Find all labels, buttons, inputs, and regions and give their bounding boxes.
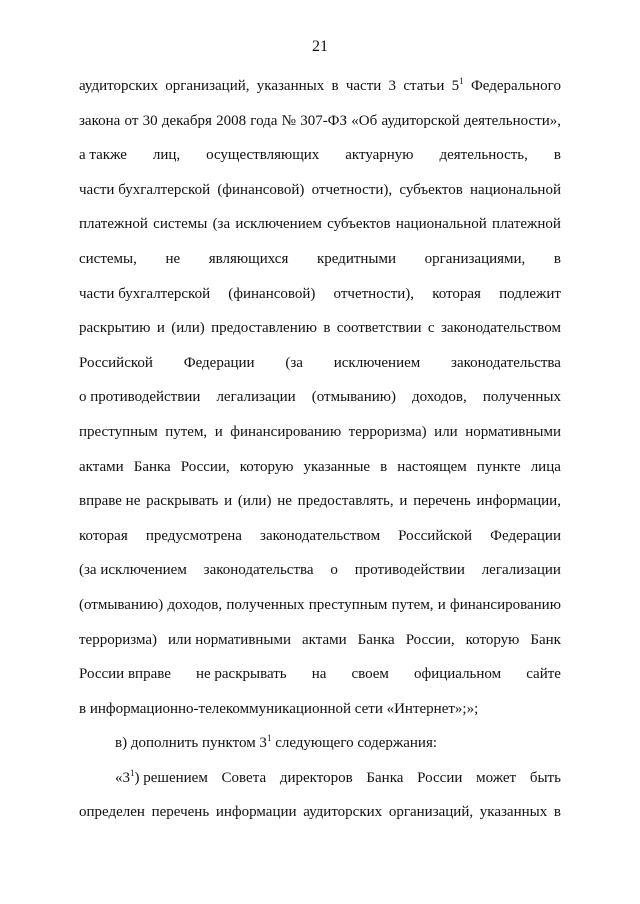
word: деятельность, (439, 147, 528, 164)
text-line (79, 69, 561, 104)
word: путем, (391, 596, 434, 613)
text-line (79, 311, 561, 346)
word: платежной (79, 216, 148, 233)
word: национальной (470, 181, 561, 198)
word: информации (215, 804, 297, 821)
word: Федерации (490, 527, 561, 544)
word: перечень (413, 493, 471, 510)
word: организаций, (388, 804, 474, 821)
word: № (281, 112, 296, 129)
word: России (417, 769, 463, 786)
word: путем, (165, 423, 208, 440)
word: доходов, (412, 389, 467, 406)
word: Российской (79, 354, 153, 371)
word: от (124, 112, 139, 129)
text-line (79, 346, 561, 381)
word: субъектов (399, 181, 463, 198)
word: предусмотрена (145, 527, 242, 544)
word: (за (285, 354, 303, 371)
word: подлежит (499, 285, 561, 302)
word: декабря (161, 112, 212, 129)
word: и (156, 320, 165, 337)
word: части (345, 78, 382, 94)
word: лиц, (152, 147, 181, 164)
word: 307-ФЗ (300, 112, 348, 129)
word: (за исключением (79, 562, 187, 579)
text-line (79, 450, 561, 485)
word: может (476, 769, 517, 786)
word: полученных (482, 389, 561, 406)
word: о противодействии (79, 389, 201, 406)
word: в (331, 78, 339, 94)
word: не раскрывать (195, 666, 287, 683)
word: России, (405, 631, 455, 648)
word: субъектов (327, 216, 391, 233)
word: осуществляющих (206, 147, 320, 164)
word: и (399, 493, 408, 510)
word: Банк (530, 631, 561, 648)
text-line (79, 484, 561, 519)
document-body (79, 69, 561, 830)
word: о (330, 562, 338, 579)
word: которая (79, 527, 128, 544)
word: России, (180, 458, 230, 475)
text-line (79, 588, 561, 623)
word: (финансовой) (217, 181, 305, 198)
superscript: 1 (266, 733, 272, 744)
word: настоящем (397, 458, 467, 475)
text-line (79, 104, 561, 139)
word-with-superscript (115, 761, 208, 796)
word: Федерации (183, 354, 255, 371)
word: финансированию (449, 596, 561, 613)
word: преступным (79, 423, 158, 440)
word: в) дополнить пунктом 3 (115, 735, 267, 752)
word: противодействии (354, 562, 465, 579)
word: и (437, 596, 446, 613)
text-line (79, 519, 561, 554)
word: директоров (279, 769, 353, 786)
word: ) решением (134, 769, 208, 786)
word: или нормативными (167, 631, 292, 648)
word: предоставлению (211, 320, 317, 337)
word: закона (79, 112, 121, 129)
word: Банка (357, 631, 395, 648)
word: финансированию (230, 423, 342, 440)
text-line (79, 795, 561, 830)
text-line (79, 553, 561, 588)
word: статьи (403, 78, 445, 94)
word: «Об (351, 112, 378, 129)
word: деятельности», (463, 112, 561, 129)
word: (за (212, 216, 231, 233)
word: и (224, 493, 233, 510)
text-line (79, 242, 561, 277)
word: актами (302, 631, 347, 648)
word: (или) (171, 320, 205, 337)
word: указанные (303, 458, 371, 475)
word: Банка (133, 458, 171, 475)
word: с (427, 320, 435, 337)
word: в (553, 147, 561, 164)
word: легализации (481, 562, 561, 579)
word: организаций, (165, 78, 250, 94)
word: указанных (479, 804, 548, 821)
word: 2008 (216, 112, 247, 129)
word: аудиторских (79, 78, 158, 94)
word: отчетности), (311, 181, 393, 198)
word-with-superscript (452, 69, 464, 104)
word: исключением (333, 354, 421, 371)
text-line-content: в информационно-телекоммуникационной сети «Интернет»;»; (79, 700, 479, 717)
word: предоставлять, (297, 493, 394, 510)
word: а также (79, 147, 127, 164)
word: в (553, 250, 561, 267)
word: информации, (476, 493, 561, 510)
word: не (165, 250, 181, 267)
word: нормативными (465, 423, 561, 440)
superscript: 1 (459, 76, 464, 86)
word: своем (351, 666, 389, 683)
word: и (214, 423, 223, 440)
superscript: 1 (130, 767, 135, 778)
word: «3 (115, 769, 130, 786)
word: на (311, 666, 327, 683)
text-line (79, 415, 561, 450)
word: 30 (142, 112, 158, 129)
word: в (380, 458, 388, 475)
word: в (553, 804, 561, 821)
word: Совета (221, 769, 267, 786)
word: которую (465, 631, 520, 648)
word: законодательством (260, 527, 381, 544)
word: организациями, (424, 250, 526, 267)
word: следующего содержания: (271, 735, 438, 752)
word: терроризма) (348, 423, 427, 440)
word: или (434, 423, 458, 440)
word: Банка (366, 769, 404, 786)
word: актами (79, 458, 124, 475)
word: (отмыванию) (311, 389, 396, 406)
word: определен (79, 804, 145, 821)
word: указанных (256, 78, 325, 94)
word: раскрывать (146, 493, 219, 510)
word: Федерального (470, 78, 561, 94)
word: части бухгалтерской (79, 181, 211, 198)
word: соответствии (336, 320, 422, 337)
word: (отмыванию) (79, 596, 164, 613)
text-line (79, 138, 561, 173)
word: года (250, 112, 278, 129)
word: (или) (237, 493, 272, 510)
word: аудиторской (381, 112, 460, 129)
word: сайте (526, 666, 561, 683)
word: России вправе (79, 666, 171, 683)
word: аудиторских (303, 804, 383, 821)
word: исключением (235, 216, 322, 233)
word: являющихся (208, 250, 289, 267)
text-line (79, 726, 561, 761)
word: 3 (388, 78, 397, 94)
word: кредитными (316, 250, 397, 267)
text-line (79, 657, 561, 692)
word: которую (239, 458, 294, 475)
word: законодательством (440, 320, 561, 337)
word: доходов, (167, 596, 223, 613)
word: пункте (476, 458, 521, 475)
text-line (79, 761, 561, 796)
word: вправе не (79, 493, 141, 510)
word: в (323, 320, 331, 337)
word: (финансовой) (228, 285, 316, 302)
word: части бухгалтерской (79, 285, 211, 302)
text-line (79, 623, 561, 658)
word: Российской (398, 527, 473, 544)
word: официальном (413, 666, 502, 683)
word: не (277, 493, 292, 510)
page-number: 21 (312, 38, 328, 55)
word: законодательства (203, 562, 314, 579)
word: платежной (492, 216, 561, 233)
word: перечень (151, 804, 210, 821)
text-line (79, 173, 561, 208)
word: национальной (395, 216, 487, 233)
word: актуарную (345, 147, 414, 164)
word: законодательства (451, 354, 561, 371)
word: терроризма) (79, 631, 157, 648)
word: отчетности), (333, 285, 415, 302)
word: полученных (226, 596, 305, 613)
word: раскрытию (79, 320, 151, 337)
word: системы, (79, 250, 137, 267)
word: быть (529, 769, 561, 786)
word: преступным (308, 596, 388, 613)
word: которая (432, 285, 481, 302)
text-line (79, 207, 561, 242)
word: 5 (451, 78, 460, 94)
word: лица (530, 458, 561, 475)
text-line (79, 380, 561, 415)
text-line (79, 277, 561, 312)
word: легализации (216, 389, 296, 406)
word: системы (153, 216, 208, 233)
text-line (79, 692, 561, 727)
